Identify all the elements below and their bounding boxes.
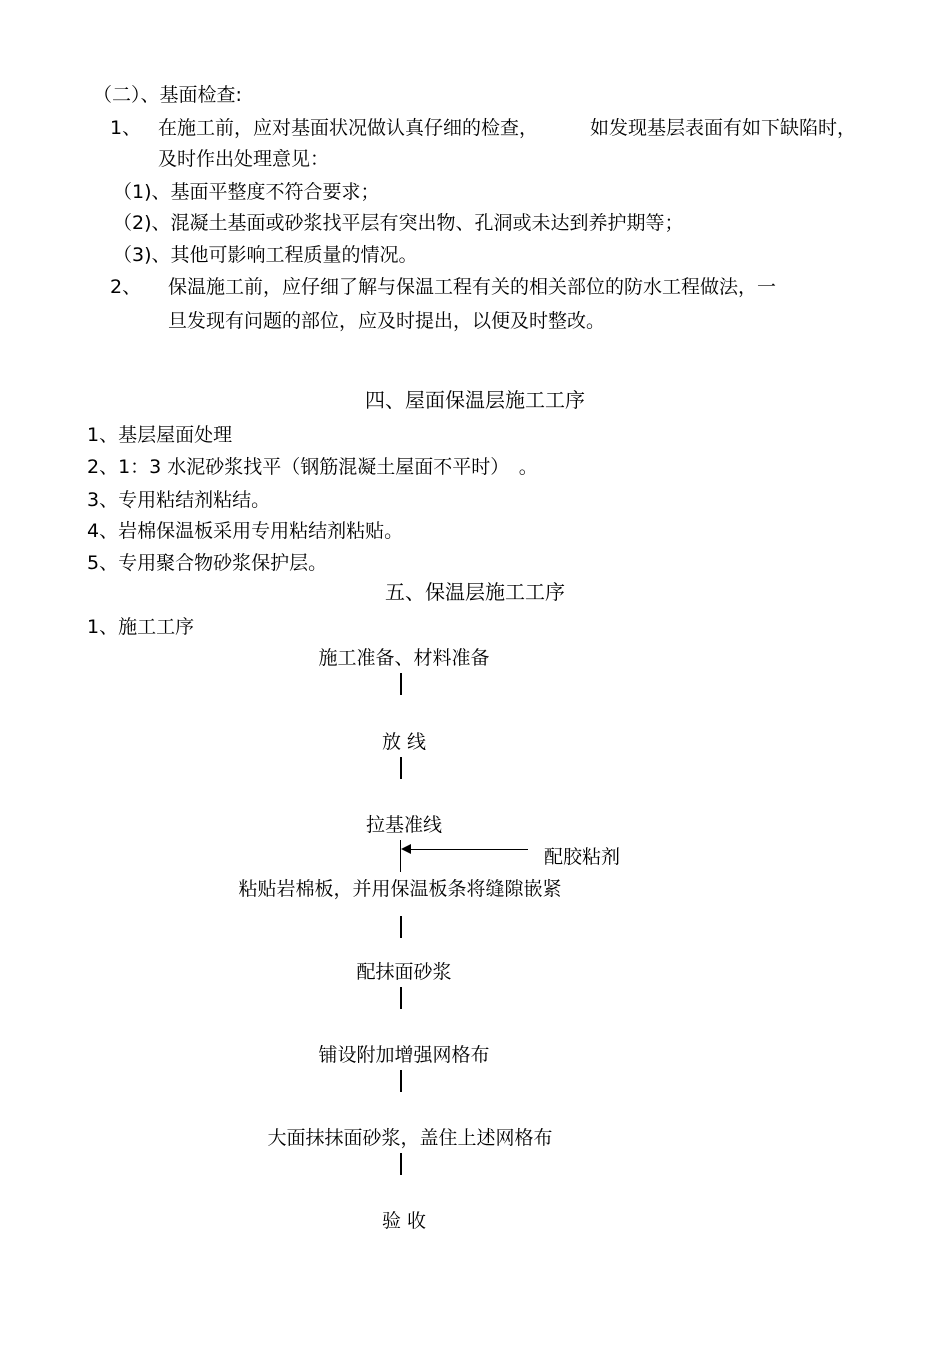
side-input-arrow-shaft [410,849,528,850]
flow-connector [400,1070,402,1092]
section2-heading: （二）、基面检查: [93,84,242,106]
item1-text-line1: 在施工前，应对基面状况做认真仔细的检查， [158,117,539,139]
section4-item-2: 2、1：3 水泥砂浆找平（钢筋混凝土屋面不平时） 。 [87,456,538,478]
item1-text-line2: 及时作出处理意见： [158,148,330,170]
section5-title: 五、保温层施工工序 [385,580,565,604]
sub-item-3: （3)、其他可影响工程质量的情况。 [113,244,418,266]
item1-text-line1b: 如发现基层表面有如下缺陷时， [590,117,857,139]
sub-item-2: （2)、混凝土基面或砂浆找平层有突出物、孔洞或未达到养护期等； [113,212,684,234]
flow-step-mix-mortar: 配抹面砂浆 [356,961,452,983]
flow-step-mesh: 铺设附加增强网格布 [318,1044,490,1066]
section4-title: 四、屋面保温层施工工序 [365,388,585,412]
flow-step-layout: 放 线 [381,731,427,753]
section4-item-5: 5、专用聚合物砂浆保护层。 [87,552,328,574]
flow-step-surface-mortar: 大面抹抹面砂浆，盖住上述网格布 [267,1127,553,1149]
item2-text-line1: 保温施工前，应仔细了解与保温工程有关的相关部位的防水工程做法，一 [168,276,777,298]
item2-number: 2、 [110,276,142,298]
flow-side-input-adhesive: 配胶粘剂 [544,846,621,868]
side-input-arrowhead [401,844,411,854]
section4-item-3: 3、专用粘结剂粘结。 [87,489,271,511]
section5-sub-heading: 1、施工工序 [87,616,195,638]
section4-item-4: 4、岩棉保温板采用专用粘结剂粘贴。 [87,520,404,542]
section4-item-1: 1、基层屋面处理 [87,424,233,446]
flow-connector [400,1153,402,1175]
flow-step-paste-boards: 粘贴岩棉板，并用保温板条将缝隙嵌紧 [238,878,562,900]
sub-item-1: （1)、基面平整度不符合要求； [113,181,380,203]
flow-connector [400,757,402,779]
flow-step-acceptance: 验 收 [381,1210,427,1232]
flow-connector [400,916,402,938]
item1-number: 1、 [110,117,142,139]
flow-connector [400,987,402,1009]
item2-text-line2: 旦发现有问题的部位，应及时提出，以便及时整改。 [168,310,606,332]
flow-connector [400,673,402,695]
flow-step-prepare: 施工准备、材料准备 [318,647,490,669]
flow-step-baseline: 拉基准线 [365,814,442,836]
